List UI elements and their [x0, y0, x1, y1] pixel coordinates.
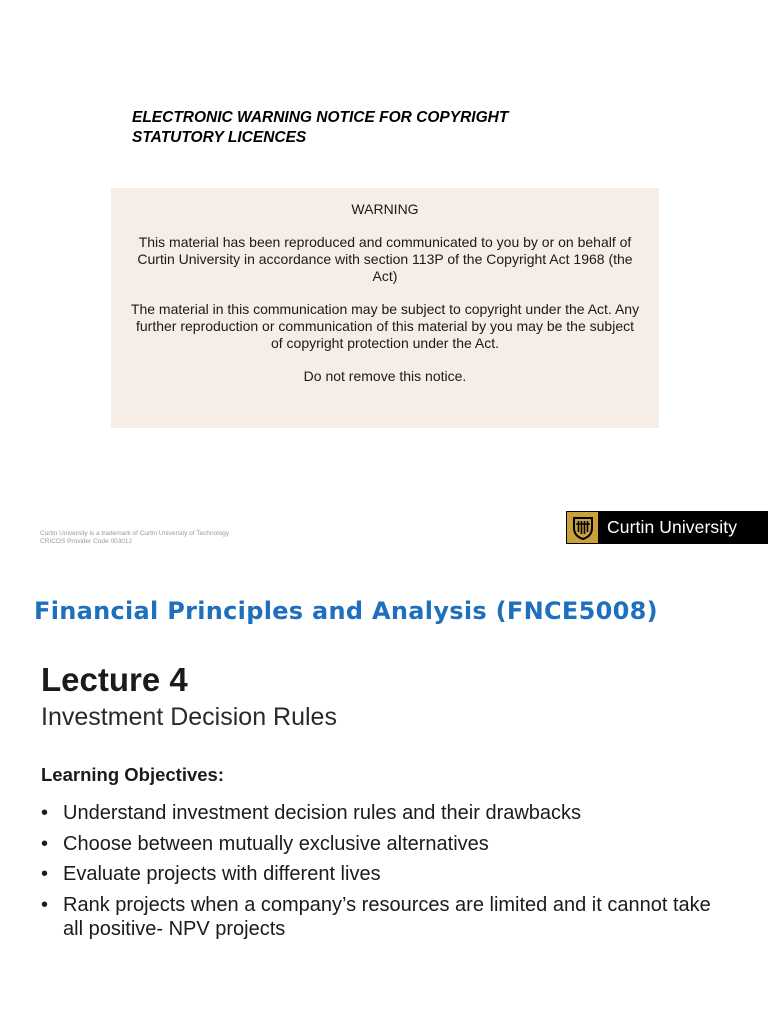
curtin-crest-icon	[567, 512, 598, 543]
bullet-icon: •	[41, 802, 49, 824]
warning-paragraph-2: The material in this communication may be subject to copyright under the Act. Any further reproduction or communication of this material by you may be the subject of copyright protection under the Act.	[130, 301, 640, 351]
bullet-icon: •	[41, 863, 49, 885]
list-item	[41, 832, 731, 856]
list-item	[41, 893, 731, 941]
bullet-icon: •	[41, 893, 49, 916]
notice-title-line1: ELECTRONIC WARNING NOTICE FOR COPYRIGHT	[132, 109, 509, 126]
objectives-heading: Learning Objectives:	[41, 764, 224, 785]
trademark-footer	[40, 530, 300, 545]
objective-text: Choose between mutually exclusive alternatives	[63, 832, 489, 855]
notice-title-line2: STATUTORY LICENCES	[132, 129, 307, 146]
list-item	[41, 862, 731, 886]
objective-text: Evaluate projects with different lives	[63, 863, 381, 885]
warning-box	[111, 188, 659, 428]
warning-paragraph-1: This material has been reproduced and communicated to you by or on behalf of Curtin University in accordance with section 113P of the Copyright Act 1968 (the Act)	[137, 234, 633, 284]
warning-paragraph-3: Do not remove this notice.	[303, 368, 467, 384]
course-title: Financial Principles and Analysis (FNCE5008)	[34, 597, 658, 625]
notice-title	[132, 108, 592, 148]
list-item	[41, 801, 731, 825]
logo-wordmark: Curtin University	[607, 517, 738, 537]
objective-text: Understand investment decision rules and their drawbacks	[63, 802, 582, 824]
bullet-icon: •	[41, 832, 49, 855]
objective-text: Rank projects when a company’s resources are limited and it cannot take all positive- NPV projects	[63, 893, 711, 940]
lecture-title-slide	[0, 560, 768, 1024]
curtin-logo	[566, 511, 768, 544]
lecture-subtitle: Investment Decision Rules	[41, 703, 337, 731]
trademark-line: Curtin University is a trademark of Curtin University of Technology	[40, 530, 230, 537]
lecture-number: Lecture 4	[41, 661, 188, 698]
warning-heading: WARNING	[351, 201, 419, 217]
objectives-list	[41, 801, 731, 947]
cricos-line: CRICOS Provider Code 00301J	[40, 537, 132, 545]
